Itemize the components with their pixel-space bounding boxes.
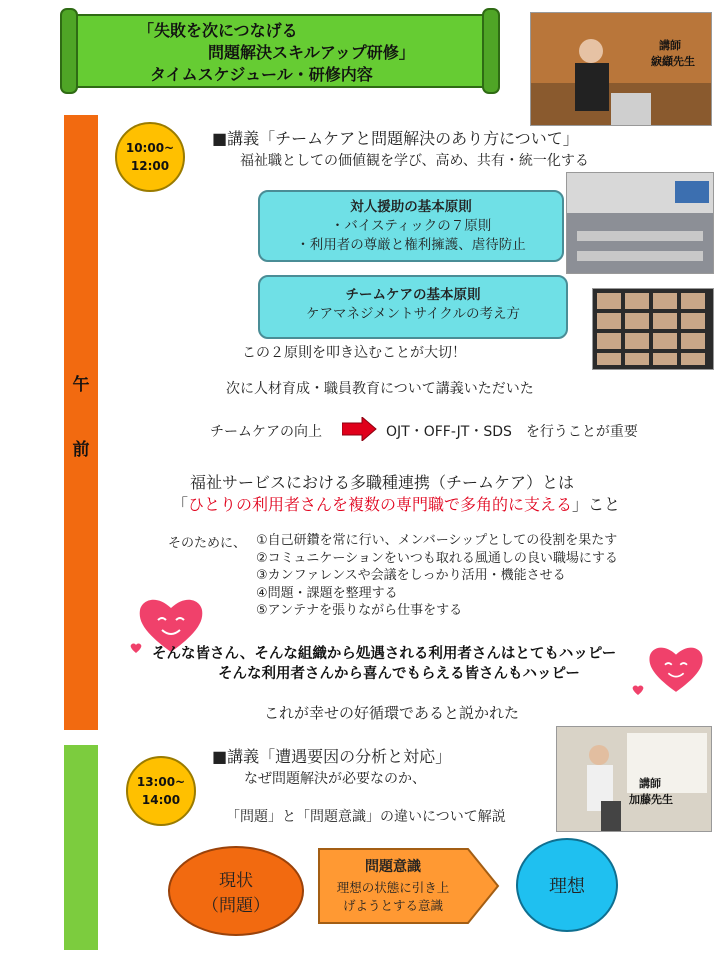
seminar-room-image: [567, 173, 713, 273]
multi-profession-title: 福祉サービスにおける多職種連携（チームケア）とは: [190, 473, 575, 492]
multi-emphasis: ひとりの利用者さんを複数の専門職で多角的に支える: [188, 495, 573, 514]
problem-awareness-line-2: げようとする意識: [342, 898, 443, 913]
session-2-title: ■講義「遭遇要因の分析と対応」: [212, 747, 452, 766]
session-2-time-end: 14:00: [141, 793, 181, 807]
online-meeting-image: [593, 289, 713, 369]
principle-box-2-line-1: ケアマネジメントサイクルの考え方: [306, 306, 520, 322]
lecturer-image: [557, 727, 711, 831]
principle-box-1-line-2: ・利用者の尊厳と権利擁護、虐待防止: [296, 237, 526, 253]
ideal-state-label: 理想: [549, 876, 585, 897]
pm-bar: [64, 745, 98, 950]
instructor-photo-2: [556, 726, 712, 832]
problem-awareness-arrow: [318, 848, 500, 924]
instructor-photo-1: [530, 12, 712, 126]
step-item: ②コミュニケーションをいつも取れる風通しの良い職場にする: [256, 550, 618, 566]
happy-line-1: そんな皆さん、そんな組織から処遇される利用者さんはとてもハッピー: [152, 646, 617, 662]
instructor-1-role: 講師: [659, 39, 681, 52]
problem-awareness-title: 問題意識: [365, 859, 421, 875]
session-1-time-start: 10:00~: [125, 141, 175, 155]
am-label-1: 午: [72, 375, 90, 395]
small-heart-icon: [130, 638, 142, 648]
am-label-2: 前: [72, 440, 90, 460]
current-state-sub: （問題）: [202, 896, 270, 916]
session-2-time-start: 13:00~: [136, 775, 186, 789]
current-state-label: 現状: [219, 871, 253, 891]
title-banner: [60, 8, 500, 90]
principle-box-1-line-1: ・バイスティックの７原則: [330, 218, 492, 234]
smiling-heart-icon: [648, 644, 704, 694]
hr-lecture-note: 次に人材育成・職員教育について講義いただいた: [226, 381, 534, 397]
multi-close: 」こと: [572, 495, 621, 514]
session-1-subtitle: 福祉職としての価値観を学び、高め、共有・統一化する: [240, 153, 589, 169]
session-1-time-end: 12:00: [130, 159, 170, 173]
step-item: ③カンファレンスや会議をしっかり活用・機能させる: [256, 568, 566, 583]
current-state-oval: [168, 846, 304, 936]
steps-intro: そのために、: [168, 536, 247, 551]
small-heart-icon: [632, 680, 644, 690]
ideal-state-oval: [516, 838, 618, 932]
ojt-note: OJT・OFF-JT・SDS を行うことが重要: [386, 424, 638, 440]
title-line-3: タイムスケジュール・研修内容: [150, 65, 373, 84]
instructor-2-name: 加藤先生: [629, 793, 673, 806]
am-bar: [64, 115, 98, 730]
step-item: ④問題・課題を整理する: [256, 585, 398, 601]
online-meeting-photo: [592, 288, 714, 370]
principles-note: この２原則を叩き込むことが大切！: [242, 345, 466, 361]
banner-scroll-right: [482, 8, 500, 94]
session-2-line-1: なぜ問題解決が必要なのか、: [244, 771, 426, 787]
session-1-time: [115, 122, 185, 192]
step-item: ⑤アンテナを張りながら仕事をする: [256, 603, 463, 618]
happy-line-2: そんな利用者さんから喜んでもらえる皆さんもハッピー: [218, 666, 580, 682]
multi-open-bracket: 「: [172, 495, 189, 514]
step-item: ①自己研鑽を常に行い、メンバーシップとしての役割を果たす: [256, 533, 618, 548]
title-line-1: 「失敗を次につなげる: [138, 21, 298, 40]
right-arrow-icon: [342, 417, 378, 441]
problem-awareness-line-1: 理想の状態に引き上: [336, 880, 450, 895]
principle-box-1: [258, 190, 564, 262]
lecturer-image: [531, 13, 711, 125]
teamcare-improve-label: チームケアの向上: [210, 424, 322, 440]
session-2-time: [126, 756, 196, 826]
banner-scroll-left: [60, 8, 78, 94]
principle-box-1-heading: 対人援助の基本原則: [350, 199, 472, 215]
instructor-1-name: 綟纈先生: [651, 55, 695, 68]
instructor-2-role: 講師: [639, 777, 661, 790]
happy-conclusion: これが幸せの好循環であると説かれた: [264, 704, 520, 722]
multi-profession-definition: [172, 492, 620, 515]
title-line-2: 問題解決スキルアップ研修」: [208, 43, 415, 62]
principle-box-2: [258, 275, 568, 339]
principle-box-2-heading: チームケアの基本原則: [345, 287, 481, 303]
session-1-title: ■講義「チームケアと問題解決のあり方について」: [212, 129, 579, 148]
seminar-room-photo: [566, 172, 714, 274]
session-2-line-2: 「問題」と「問題意識」の違いについて解説: [226, 809, 506, 825]
steps-list: [256, 532, 618, 620]
